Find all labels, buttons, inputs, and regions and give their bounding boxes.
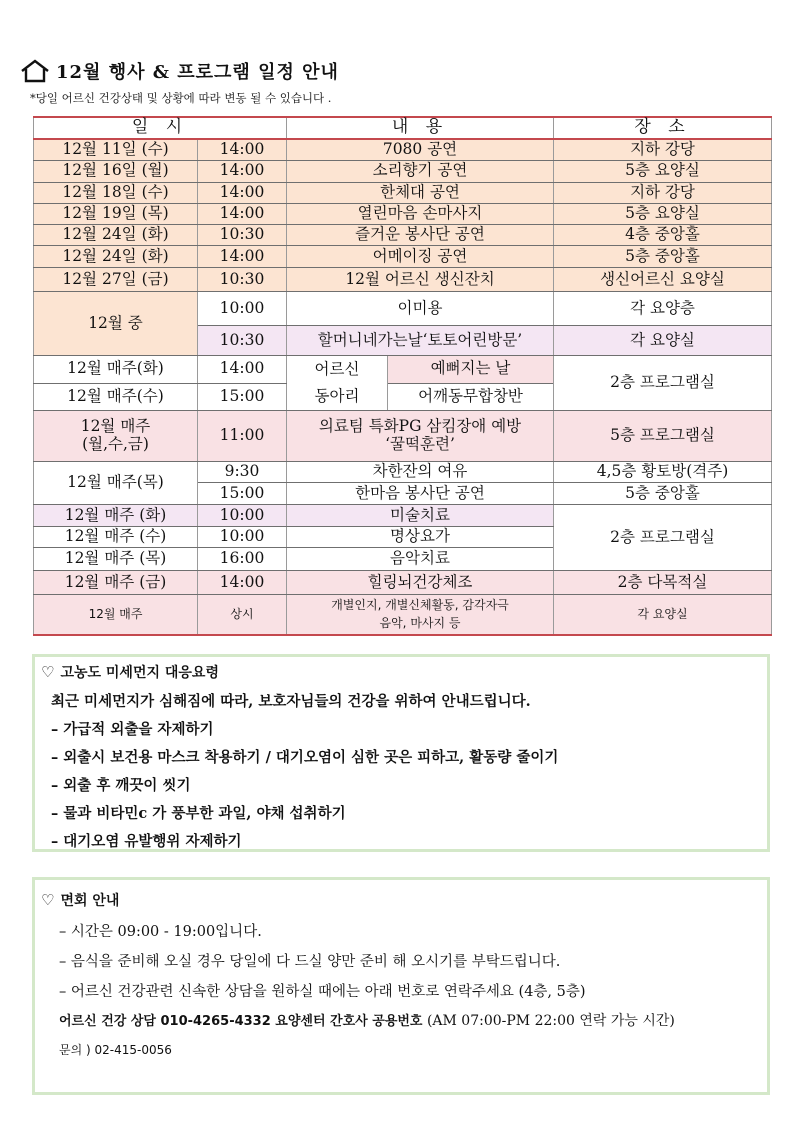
- table-row: [34, 161, 772, 182]
- row-place: 5층 요양실: [554, 203, 772, 224]
- table-row: [34, 461, 772, 482]
- table-row: [34, 267, 772, 291]
- row-time: 14:00: [198, 246, 287, 267]
- row-content: 이미용: [287, 292, 554, 326]
- row-time: 9:30: [198, 461, 287, 482]
- row-place: 5층 요양실: [554, 161, 772, 182]
- row-place: 2층 다목적실: [554, 571, 772, 594]
- row-date: 12월 매주 (수): [34, 526, 198, 547]
- row-content: 어메이징 공연: [287, 246, 554, 267]
- dust-notice-title-row: [41, 662, 219, 682]
- header-datetime: 일 시: [34, 117, 287, 139]
- row-place: 4층 중앙홀: [554, 225, 772, 246]
- row-content: [287, 594, 554, 635]
- dust-intro: 최근 미세먼지가 심해짐에 따라, 보호자님들의 건강을 위하여 안내드립니다.: [51, 693, 531, 710]
- row-place: 4,5층 황토방(격주): [554, 461, 772, 482]
- inquiry-number: 문의 ) 02-415-0056: [59, 1043, 172, 1057]
- dust-item: – 물과 비타민c 가 풍부한 과일, 야채 섭취하기: [51, 805, 346, 822]
- page-title: 12월 행사 & 프로그램 일정 안내: [56, 62, 339, 83]
- medical-content-line1: 의료팀 특화PG 삼킴장애 예방: [318, 417, 522, 436]
- always-content-line1: 개별인지, 개별신체활동, 감각자극: [331, 598, 509, 613]
- table-row: [34, 182, 772, 203]
- row-date: 12월 16일 (월): [34, 161, 198, 182]
- row-content: 한마음 봉사단 공연: [287, 483, 554, 505]
- table-row: [34, 292, 772, 326]
- row-place: 각 요양실: [554, 594, 772, 635]
- dust-notice-title: 고농도 미세먼지 대응요령: [60, 665, 219, 681]
- contact-phone: 어르신 건강 상담 010-4265-4332 요양센터 간호사 공용번호: [59, 1014, 423, 1029]
- row-date: 12월 매주(화): [34, 356, 198, 383]
- row-date: 12월 19일 (목): [34, 203, 198, 224]
- row-date: 12월 매주 (화): [34, 505, 198, 526]
- dust-item: – 대기오염 유발행위 자제하기: [51, 833, 242, 850]
- club-activity-2: 어깨동무합창반: [418, 386, 523, 405]
- visit-item: – 시간은 09:00 - 19:00입니다.: [59, 924, 262, 940]
- row-date: 12월 27일 (금): [34, 267, 198, 291]
- row-time: 10:30: [198, 267, 287, 291]
- club-activity-1: 예뻐지는 날: [388, 356, 553, 383]
- row-time: 15:00: [198, 483, 287, 505]
- club-label: [287, 356, 388, 410]
- table-row: [34, 356, 772, 383]
- row-content: 할머니네가는날‘토토어린방문’: [287, 325, 554, 355]
- row-content: 한체대 공연: [287, 182, 554, 203]
- row-time: 상시: [198, 594, 287, 635]
- row-content: 명상요가: [287, 526, 554, 547]
- table-row: [34, 246, 772, 267]
- title-row: [20, 58, 339, 84]
- club-label-line1: 어르신: [314, 359, 360, 378]
- header-content: 내 용: [287, 117, 554, 139]
- row-date: 12월 18일 (수): [34, 182, 198, 203]
- medical-date-line1: 12월 매주: [80, 417, 151, 436]
- row-time: 10:30: [198, 325, 287, 355]
- row-place: 5층 중앙홀: [554, 246, 772, 267]
- medical-content-line2: ‘꿀떡훈련’: [385, 434, 455, 453]
- row-date: 12월 24일 (화): [34, 225, 198, 246]
- row-content: 소리향기 공연: [287, 161, 554, 182]
- dust-item: – 외출 후 깨끗이 씻기: [51, 777, 191, 794]
- row-time: 10:00: [198, 526, 287, 547]
- row-time: 14:00: [198, 356, 287, 383]
- row-content: 차한잔의 여유: [287, 461, 554, 482]
- contact-hours: (AM 07:00-PM 22:00 연락 가능 시간): [426, 1013, 675, 1029]
- row-content: 즐거운 봉사단 공연: [287, 225, 554, 246]
- table-row: [34, 225, 772, 246]
- visit-notice-box: [32, 877, 770, 1095]
- heart-icon: ♡: [41, 891, 55, 909]
- row-date: 12월 중: [34, 292, 198, 356]
- row-content: 12월 어르신 생신잔치: [287, 267, 554, 291]
- row-time: 15:00: [198, 383, 287, 410]
- visit-notice-title: 면회 안내: [60, 893, 120, 909]
- table-row: [34, 594, 772, 635]
- row-place: 2층 프로그램실: [554, 505, 772, 571]
- row-time: 14:00: [198, 139, 287, 160]
- row-date: [34, 411, 198, 462]
- row-time: 14:00: [198, 571, 287, 594]
- row-place: 5층 중앙홀: [554, 483, 772, 505]
- row-time: 14:00: [198, 203, 287, 224]
- club-label-line2: 동아리: [314, 386, 360, 405]
- club-cell: [287, 356, 554, 411]
- row-date: 12월 11일 (수): [34, 139, 198, 160]
- schedule-table: [33, 116, 772, 636]
- page-note: *당일 어르신 건강상태 및 상황에 따라 변동 될 수 있습니다 .: [30, 91, 332, 105]
- dust-item: – 외출시 보건용 마스크 착용하기 / 대기오염이 심한 곳은 피하고, 활동량 줄이기: [51, 749, 559, 766]
- table-header-row: [34, 117, 772, 139]
- visit-item: – 음식을 준비해 오실 경우 당일에 다 드실 양만 준비 해 오시기를 부탁드립니다.: [59, 954, 561, 970]
- row-place: 2층 프로그램실: [554, 356, 772, 411]
- club-activities: [388, 356, 553, 410]
- dust-notice-box: [32, 654, 770, 852]
- row-place: 지하 강당: [554, 182, 772, 203]
- row-content: 음악치료: [287, 548, 554, 571]
- table-row: [34, 203, 772, 224]
- row-place: 5층 프로그램실: [554, 411, 772, 462]
- row-time: 11:00: [198, 411, 287, 462]
- row-content: 7080 공연: [287, 139, 554, 160]
- header-place: 장 소: [554, 117, 772, 139]
- row-time: 14:00: [198, 161, 287, 182]
- always-content-line2: 음악, 마사지 등: [379, 616, 461, 631]
- row-content: 힐링뇌건강체조: [287, 571, 554, 594]
- dust-item: – 가급적 외출을 자제하기: [51, 721, 214, 738]
- row-time: 10:30: [198, 225, 287, 246]
- row-date: 12월 매주 (금): [34, 571, 198, 594]
- visit-contact: [59, 1010, 675, 1030]
- medical-date-line2: (월,수,금): [82, 434, 149, 453]
- row-date: 12월 매주 (목): [34, 548, 198, 571]
- heart-icon: ♡: [41, 663, 55, 681]
- row-content: [287, 411, 554, 462]
- table-row: [34, 571, 772, 594]
- row-date: 12월 매주(수): [34, 383, 198, 410]
- row-place: 각 요양층: [554, 292, 772, 326]
- row-content: 미술치료: [287, 505, 554, 526]
- row-time: 10:00: [198, 292, 287, 326]
- row-date: 12월 매주(목): [34, 461, 198, 505]
- visit-item: – 어르신 건강관련 신속한 상담을 원하실 때에는 아래 번호로 연락주세요 (4층, 5층): [59, 984, 586, 1000]
- row-content: 열린마음 손마사지: [287, 203, 554, 224]
- table-row: [34, 411, 772, 462]
- table-row: [34, 505, 772, 526]
- row-place: 각 요양실: [554, 325, 772, 355]
- row-time: 10:00: [198, 505, 287, 526]
- row-time: 16:00: [198, 548, 287, 571]
- row-place: 생신어르신 요양실: [554, 267, 772, 291]
- row-time: 14:00: [198, 182, 287, 203]
- row-date: 12월 24일 (화): [34, 246, 198, 267]
- row-place: 지하 강당: [554, 139, 772, 160]
- visit-notice-title-row: [41, 890, 119, 910]
- row-date: 12월 매주: [34, 594, 198, 635]
- home-icon: [20, 59, 50, 83]
- table-row: [34, 139, 772, 160]
